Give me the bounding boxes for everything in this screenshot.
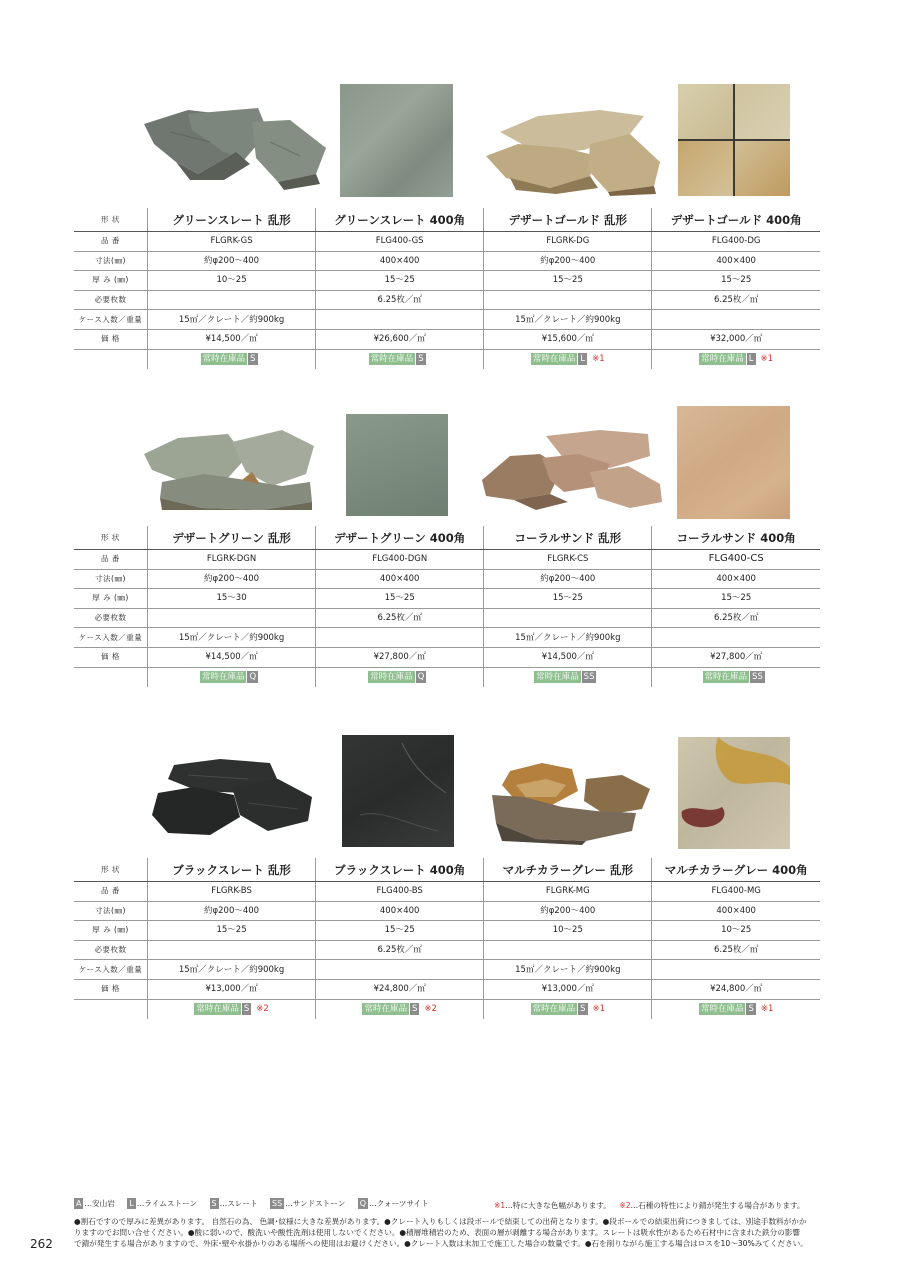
product-code: FLGRK-CS xyxy=(484,550,652,570)
product-thickness: 15～30 xyxy=(148,589,316,609)
product-price: ¥14,500／㎡ xyxy=(148,647,316,667)
product-qty: 6.25枚／㎡ xyxy=(652,940,820,960)
legend-item xyxy=(127,1199,197,1208)
product-qty xyxy=(484,290,652,310)
legend-label: …スレート xyxy=(219,1199,258,1208)
tags-row xyxy=(74,349,820,369)
product-size: 400×400 xyxy=(316,569,484,589)
fine-print-line: で錆が発生する場合がありますので、外床･壁や水掛かりのある場所への使用はお避けください。●クレート入数は未加工で施工した場合の数量です。●石を削りながら施工する場合はロスを10～30%みてください。 xyxy=(74,1239,808,1248)
product-code: FLG400-DGN xyxy=(316,550,484,570)
legend-key: Q xyxy=(359,1199,367,1208)
note-mark: ※1 xyxy=(760,353,774,364)
product-name: グリーンスレート 400角 xyxy=(316,208,484,232)
product-thickness: 15～25 xyxy=(316,271,484,291)
desert-gold-square-image xyxy=(678,84,790,196)
product-tags xyxy=(484,667,652,687)
category-badge: Q xyxy=(417,671,425,682)
note-mark: ※2 xyxy=(424,1003,437,1014)
product-size: 400×400 xyxy=(652,569,820,589)
product-price: ¥14,500／㎡ xyxy=(484,647,652,667)
product-qty: 6.25枚／㎡ xyxy=(316,290,484,310)
stock-badge: 常時在庫品 xyxy=(700,1003,744,1014)
category-badge: S xyxy=(411,1003,418,1014)
product-case: 15㎡／クレート／約900kg xyxy=(148,628,316,648)
product-tags xyxy=(652,349,820,369)
product-code: FLG400-BS xyxy=(316,882,484,902)
product-images-row xyxy=(74,733,820,859)
note-mark: ※1 xyxy=(760,1003,774,1014)
product-size: 約φ200～400 xyxy=(148,901,316,921)
product-qty xyxy=(148,940,316,960)
price-row xyxy=(74,647,820,667)
product-code: FLGRK-MG xyxy=(484,882,652,902)
category-badge: L xyxy=(748,353,754,364)
black-slate-vein xyxy=(342,735,454,847)
product-price: ¥26,600／㎡ xyxy=(316,329,484,349)
legend-key: S xyxy=(211,1199,217,1208)
legend-key: A xyxy=(76,1199,82,1208)
product-code: FLG400-CS xyxy=(652,550,820,570)
footnote-1-mark: ※1 xyxy=(494,1201,506,1210)
product-case: 15㎡／クレート／約900kg xyxy=(484,628,652,648)
spec-table xyxy=(74,208,820,369)
product-tags xyxy=(148,667,316,687)
case-row xyxy=(74,960,820,980)
code-row xyxy=(74,232,820,252)
spec-table xyxy=(74,858,820,1019)
price-row xyxy=(74,979,820,999)
stone-type-legend xyxy=(74,1198,439,1209)
product-qty: 6.25枚／㎡ xyxy=(652,290,820,310)
product-size: 約φ200～400 xyxy=(484,901,652,921)
product-size: 約φ200～400 xyxy=(484,569,652,589)
product-tags xyxy=(652,999,820,1019)
category-badge: S xyxy=(250,353,256,364)
size-row xyxy=(74,901,820,921)
note-mark: ※1 xyxy=(592,353,605,364)
product-code: FLGRK-DG xyxy=(484,232,652,252)
thickness-row xyxy=(74,921,820,941)
legend-label: …ライムストーン xyxy=(136,1199,198,1208)
legend-item xyxy=(358,1199,429,1208)
stock-badge: 常時在庫品 xyxy=(704,671,748,682)
product-price: ¥24,800／㎡ xyxy=(316,979,484,999)
stock-badge: 常時在庫品 xyxy=(370,353,414,364)
product-tags xyxy=(484,349,652,369)
footnote-1-text: …特に大きな色幅があります。 xyxy=(505,1201,611,1210)
case-label: ケース入数／重量 xyxy=(74,628,148,648)
green-slate-square-image xyxy=(340,84,453,197)
product-price: ¥13,000／㎡ xyxy=(484,979,652,999)
fine-print-line: りますのでお問い合せください。●酸に弱いので、酸洗いや酸性洗剤は使用しないでください。●積層堆積岩のため、表面の層が剥離する場合があります。スレートは吸水性があるため石材中に含まれた鉄分の影響 xyxy=(74,1228,800,1237)
product-code: FLGRK-GS xyxy=(148,232,316,252)
code-row xyxy=(74,550,820,570)
stock-badge: 常時在庫品 xyxy=(701,353,744,364)
stock-badge: 常時在庫品 xyxy=(536,671,579,682)
product-name: ブラックスレート 乱形 xyxy=(148,858,316,882)
thickness-label: 厚 み (㎜) xyxy=(74,589,148,609)
size-label: 寸法(㎜) xyxy=(74,569,148,589)
product-name: デザートグリーン 乱形 xyxy=(148,526,316,550)
product-price: ¥24,800／㎡ xyxy=(652,979,820,999)
case-row xyxy=(74,628,820,648)
case-label: ケース入数／重量 xyxy=(74,310,148,330)
desert-green-square-image xyxy=(346,414,448,516)
stock-badge: 常時在庫品 xyxy=(202,353,246,364)
product-price: ¥32,000／㎡ xyxy=(652,329,820,349)
product-case xyxy=(316,310,484,330)
product-qty: 6.25枚／㎡ xyxy=(316,940,484,960)
product-case xyxy=(316,628,484,648)
product-case xyxy=(316,960,484,980)
product-name: デザートゴールド 乱形 xyxy=(484,208,652,232)
price-label: 価 格 xyxy=(74,329,148,349)
product-case xyxy=(652,628,820,648)
product-price: ¥15,600／㎡ xyxy=(484,329,652,349)
product-tags xyxy=(316,667,484,687)
shape-row xyxy=(74,526,820,550)
black-slate-square-image xyxy=(342,735,454,847)
stock-badge: 常時在庫品 xyxy=(532,1003,576,1014)
legend-item xyxy=(210,1199,258,1208)
note-mark: ※2 xyxy=(256,1003,269,1014)
product-price: ¥27,800／㎡ xyxy=(652,647,820,667)
legend-label: …安山岩 xyxy=(84,1199,115,1208)
spec-table xyxy=(74,526,820,687)
product-images-row xyxy=(74,402,820,528)
size-row xyxy=(74,569,820,589)
case-label: ケース入数／重量 xyxy=(74,960,148,980)
code-label: 品 番 xyxy=(74,232,148,252)
product-tags xyxy=(652,667,820,687)
qty-row xyxy=(74,940,820,960)
category-badge: S xyxy=(418,353,424,364)
product-case: 15㎡／クレート／約900kg xyxy=(148,960,316,980)
product-name: ブラックスレート 400角 xyxy=(316,858,484,882)
size-label: 寸法(㎜) xyxy=(74,251,148,271)
product-code: FLG400-DG xyxy=(652,232,820,252)
product-tags xyxy=(484,999,652,1019)
legend-item xyxy=(270,1199,345,1208)
legend-key: L xyxy=(129,1199,134,1208)
page-number: 262 xyxy=(30,1237,53,1251)
product-qty xyxy=(484,940,652,960)
desert-green-irregular-image xyxy=(142,424,318,512)
price-label: 価 格 xyxy=(74,979,148,999)
footnote-2-mark: ※2 xyxy=(619,1201,631,1210)
stock-badge: 常時在庫品 xyxy=(364,1003,407,1014)
stock-badge: 常時在庫品 xyxy=(532,353,576,364)
shape-row xyxy=(74,208,820,232)
product-images-row xyxy=(74,82,820,208)
qty-row xyxy=(74,608,820,628)
product-name: コーラルサンド 400角 xyxy=(652,526,820,550)
product-size: 約φ200～400 xyxy=(148,569,316,589)
product-qty: 6.25枚／㎡ xyxy=(316,608,484,628)
desert-gold-irregular-image xyxy=(480,104,668,196)
product-price: ¥14,500／㎡ xyxy=(148,329,316,349)
product-qty xyxy=(148,608,316,628)
product-price: ¥27,800／㎡ xyxy=(316,647,484,667)
shape-row xyxy=(74,858,820,882)
product-tags xyxy=(148,999,316,1019)
product-name: グリーンスレート 乱形 xyxy=(148,208,316,232)
category-badge: S xyxy=(580,1003,586,1014)
fine-print-line: ●割石ですので厚みに差異があります。 自然石の為、 色調･紋様に大きな差異があります。●クレート入りもしくは段ボールで結束しての出荷となります。●段ボールでの結束出荷につきましては、別途手数料がかか xyxy=(74,1217,807,1226)
thickness-row xyxy=(74,271,820,291)
stock-badge: 常時在庫品 xyxy=(196,1003,239,1014)
product-code: FLGRK-DGN xyxy=(148,550,316,570)
multicolor-gray-irregular-image xyxy=(486,761,654,845)
product-qty xyxy=(484,608,652,628)
category-badge: Q xyxy=(249,671,257,682)
code-label: 品 番 xyxy=(74,882,148,902)
product-thickness: 15～25 xyxy=(316,921,484,941)
tags-row xyxy=(74,999,820,1019)
product-name: デザートグリーン 400角 xyxy=(316,526,484,550)
product-size: 約φ200～400 xyxy=(148,251,316,271)
size-label: 寸法(㎜) xyxy=(74,901,148,921)
stock-badge: 常時在庫品 xyxy=(370,671,413,682)
thickness-label: 厚 み (㎜) xyxy=(74,921,148,941)
product-thickness: 10～25 xyxy=(148,271,316,291)
product-tags xyxy=(316,999,484,1019)
legend-item xyxy=(74,1199,115,1208)
product-name: コーラルサンド 乱形 xyxy=(484,526,652,550)
product-code: FLG400-GS xyxy=(316,232,484,252)
product-price: ¥13,000／㎡ xyxy=(148,979,316,999)
product-size: 400×400 xyxy=(652,901,820,921)
product-case: 15㎡／クレート／約900kg xyxy=(484,960,652,980)
qty-label: 必要枚数 xyxy=(74,290,148,310)
product-case xyxy=(652,310,820,330)
legend-label: …サンドストーン xyxy=(285,1199,346,1208)
case-row xyxy=(74,310,820,330)
price-label: 価 格 xyxy=(74,647,148,667)
category-badge: SS xyxy=(752,671,763,682)
product-name: マルチカラーグレー 乱形 xyxy=(484,858,652,882)
shape-label: 形 状 xyxy=(74,526,148,550)
product-code: FLGRK-BS xyxy=(148,882,316,902)
product-case: 15㎡／クレート／約900kg xyxy=(148,310,316,330)
category-badge: L xyxy=(580,353,586,364)
black-slate-irregular-image xyxy=(148,757,316,839)
product-case: 15㎡／クレート／約900kg xyxy=(484,310,652,330)
product-tags xyxy=(148,349,316,369)
product-tags xyxy=(316,349,484,369)
green-slate-irregular-image xyxy=(140,102,332,192)
legend-label: …クォーツサイト xyxy=(369,1199,429,1208)
product-size: 400×400 xyxy=(652,251,820,271)
product-code: FLG400-MG xyxy=(652,882,820,902)
qty-label: 必要枚数 xyxy=(74,940,148,960)
category-badge: S xyxy=(243,1003,250,1014)
thickness-label: 厚 み (㎜) xyxy=(74,271,148,291)
stock-badge: 常時在庫品 xyxy=(201,671,245,682)
product-thickness: 15～25 xyxy=(484,589,652,609)
coral-sand-square-image xyxy=(677,406,790,519)
footnote-2-text: …石種の特性により錆が発生する場合があります。 xyxy=(630,1201,805,1210)
code-row xyxy=(74,882,820,902)
product-case xyxy=(652,960,820,980)
shape-label: 形 状 xyxy=(74,858,148,882)
category-badge: SS xyxy=(583,671,595,682)
legend-key: SS xyxy=(272,1199,283,1208)
product-thickness: 10～25 xyxy=(652,921,820,941)
product-thickness: 15～25 xyxy=(652,589,820,609)
coral-sand-irregular-image xyxy=(480,428,666,514)
fine-print xyxy=(74,1216,834,1249)
qty-label: 必要枚数 xyxy=(74,608,148,628)
tags-row xyxy=(74,667,820,687)
code-label: 品 番 xyxy=(74,550,148,570)
product-name: マルチカラーグレー 400角 xyxy=(652,858,820,882)
product-size: 400×400 xyxy=(316,251,484,271)
product-thickness: 15～25 xyxy=(484,271,652,291)
product-thickness: 15～25 xyxy=(652,271,820,291)
shape-label: 形 状 xyxy=(74,208,148,232)
product-size: 400×400 xyxy=(316,901,484,921)
product-thickness: 10～25 xyxy=(484,921,652,941)
footnotes xyxy=(494,1200,805,1211)
multicolor-stain xyxy=(678,737,790,849)
product-name: デザートゴールド 400角 xyxy=(652,208,820,232)
category-badge: S xyxy=(748,1003,754,1014)
multicolor-gray-square-image xyxy=(678,737,790,849)
product-thickness: 15～25 xyxy=(148,921,316,941)
note-mark: ※1 xyxy=(592,1003,606,1014)
product-qty: 6.25枚／㎡ xyxy=(652,608,820,628)
product-thickness: 15～25 xyxy=(316,589,484,609)
product-qty xyxy=(148,290,316,310)
product-size: 約φ200～400 xyxy=(484,251,652,271)
size-row xyxy=(74,251,820,271)
price-row xyxy=(74,329,820,349)
qty-row xyxy=(74,290,820,310)
thickness-row xyxy=(74,589,820,609)
